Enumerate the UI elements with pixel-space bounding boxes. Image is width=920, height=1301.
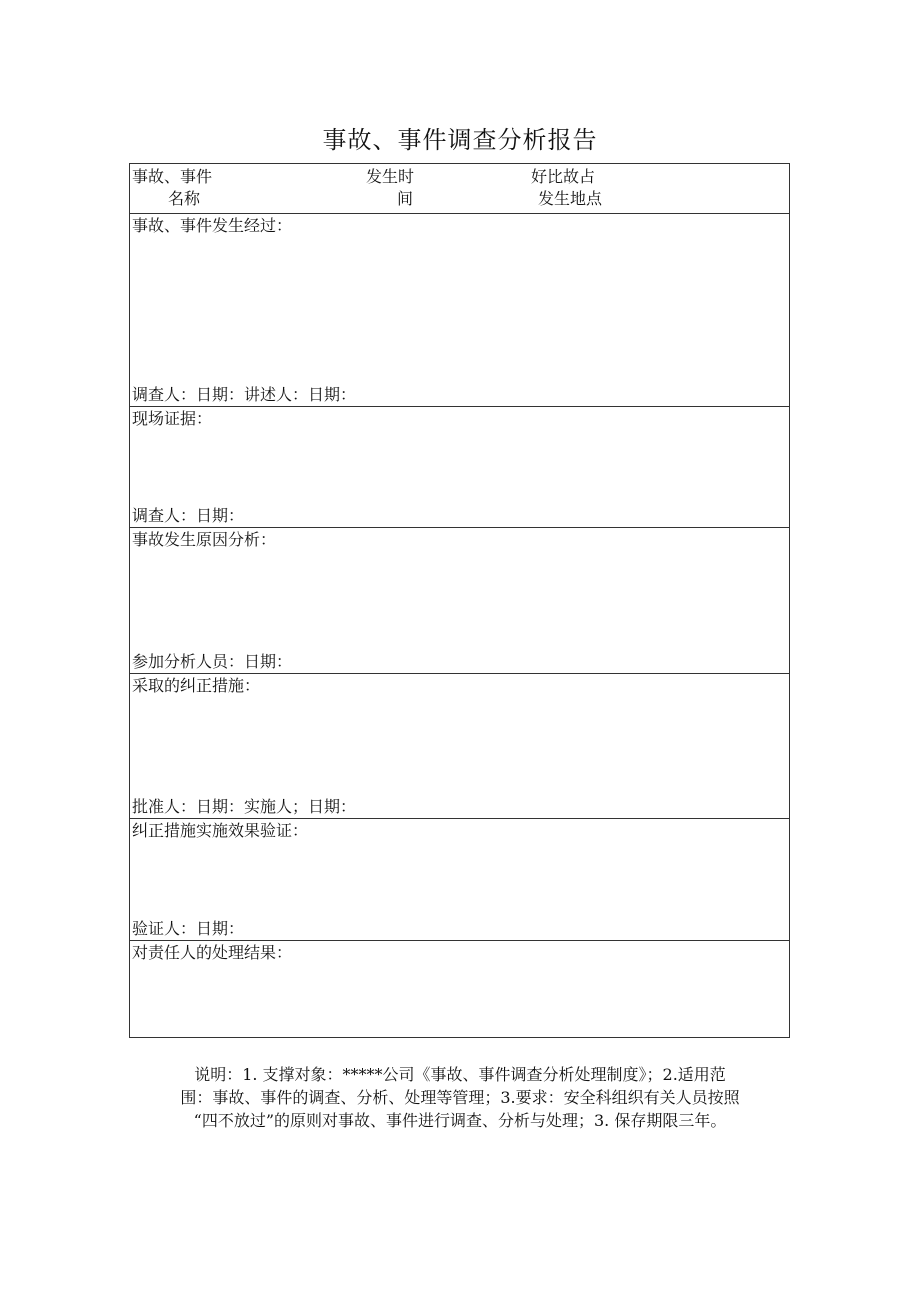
section-label: 对责任人的处理结果： — [132, 943, 293, 962]
occurrence-place-label-line2: 发生地点 — [538, 189, 603, 208]
section-label: 现场证据： — [132, 409, 213, 428]
section-responsible-handling — [130, 941, 789, 1037]
explanatory-note — [136, 1063, 784, 1132]
section-footer: 参加分析人员：日期： — [132, 652, 293, 671]
section-footer: 验证人：日期： — [132, 919, 245, 938]
occurrence-time-label-line1: 发生时 — [366, 167, 415, 186]
occurrence-time-label-line2: 间 — [397, 189, 414, 208]
section-footer: 批准人：日期：实施人；日期： — [132, 797, 357, 816]
section-footer: 调查人：日期： — [132, 506, 245, 525]
section-corrective-actions — [130, 674, 789, 819]
note-line-1: 说明：1. 支撑对象：*****公司《事故、事件调查分析处理制度》；2.适用范 — [194, 1065, 726, 1084]
section-label: 纠正措施实施效果验证： — [132, 821, 309, 840]
note-line-3: “四不放过”的原则对事故、事件进行调查、分析与处理；3. 保存期限三年。 — [193, 1111, 727, 1130]
section-label: 事故发生原因分析： — [132, 530, 277, 549]
section-evidence — [130, 407, 789, 528]
section-label: 事故、事件发生经过： — [132, 216, 293, 235]
event-name-label-line1: 事故、事件 — [132, 167, 213, 186]
header-row — [130, 164, 789, 214]
section-label: 采取的纠正措施： — [132, 676, 261, 695]
section-effect-verification — [130, 819, 789, 941]
section-process — [130, 214, 789, 407]
page-title: 事故、事件调查分析报告 — [322, 126, 598, 154]
report-form — [129, 163, 790, 1038]
occurrence-place-label-line1: 好比故占 — [531, 167, 596, 186]
section-footer: 调查人：日期：讲述人：日期： — [132, 385, 357, 404]
note-line-2: 围：事故、事件的调查、分析、处理等管理；3.要求：安全科组织有关人员按照 — [180, 1088, 740, 1107]
event-name-label-line2: 名称 — [168, 189, 201, 208]
section-cause-analysis — [130, 528, 789, 674]
